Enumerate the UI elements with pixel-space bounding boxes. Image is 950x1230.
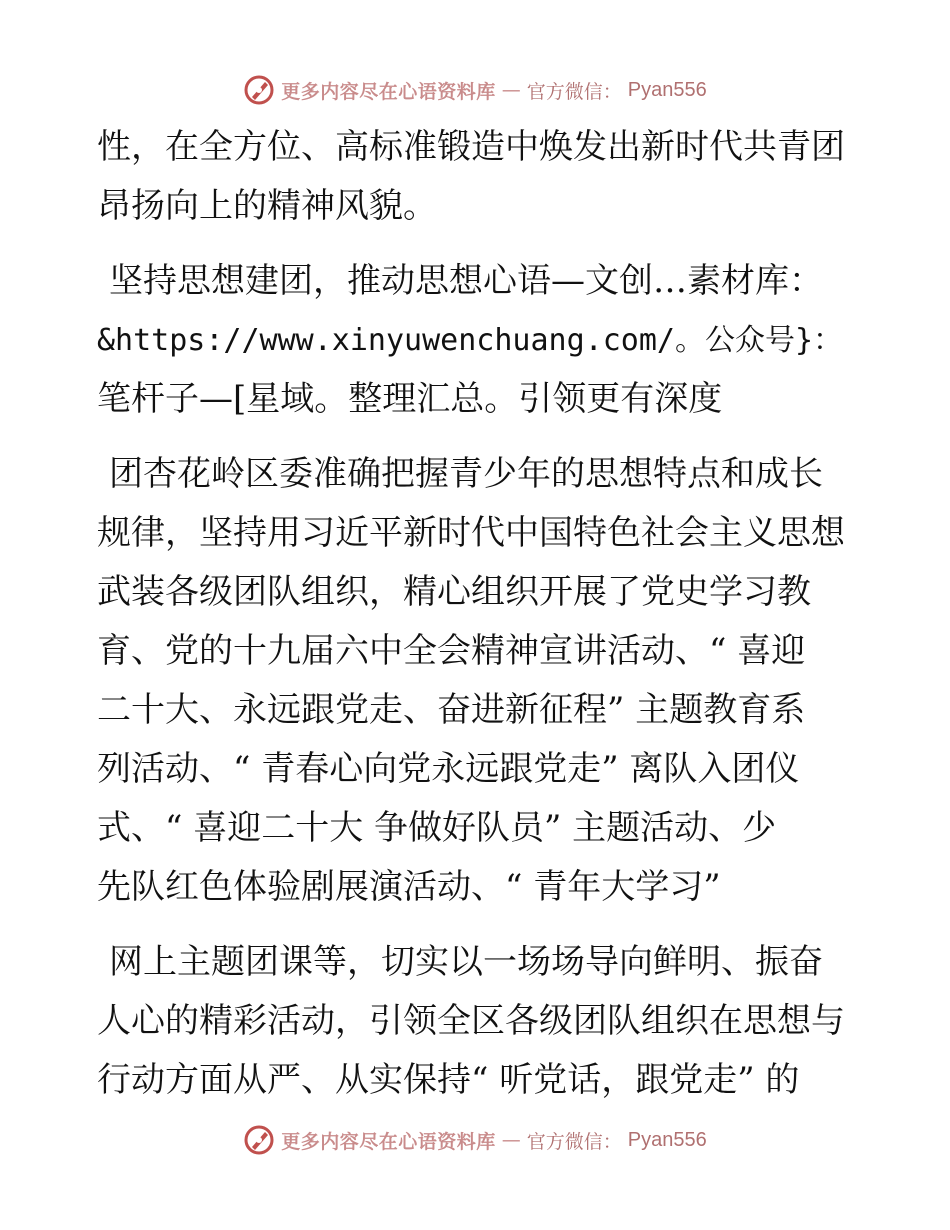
footer-watermark	[0, 1120, 950, 1160]
text-line: 人心的精彩活动，引领全区各级团队组织在思想与	[97, 1001, 845, 1041]
paragraph	[97, 118, 857, 236]
document-body	[97, 118, 857, 1126]
text-line: 规律，坚持用习近平新时代中国特色社会主义思想	[97, 513, 845, 553]
watermark-wechat-id: Pyan556	[627, 1128, 707, 1151]
text-line: 笔杆子—[星域。整理汇总。引领更有深度	[97, 379, 723, 419]
text-line: 行动方面从严、从实保持“ 听党话，跟党走” 的	[97, 1060, 800, 1100]
text-line: 育、党的十九届六中全会精神宣讲活动、“ 喜迎	[97, 631, 806, 671]
paragraph	[97, 933, 857, 1110]
pen-logo-icon	[243, 1124, 275, 1156]
watermark-dash: —	[501, 79, 521, 101]
text-line: 式、“ 喜迎二十大 争做好队员” 主题活动、少	[97, 808, 777, 848]
watermark-wechat-id: Pyan556	[627, 78, 707, 101]
text-line: 先队红色体验剧展演活动、“ 青年大学习”	[97, 867, 721, 907]
text-line: 列活动、“ 青春心向党永远跟党走” 离队入团仪	[97, 749, 800, 789]
pen-logo-icon	[243, 74, 275, 106]
text-line: 网上主题团课等，切实以一场场导向鲜明、振奋	[109, 942, 823, 982]
text-line: 团杏花岭区委准确把握青少年的思想特点和成长	[109, 454, 823, 494]
text-line: 性，在全方位、高标准锻造中焕发出新时代共青团	[97, 127, 845, 167]
watermark-dash: —	[501, 1129, 521, 1151]
text-line: 二十大、永远跟党走、奋进新征程” 主题教育系	[97, 690, 806, 730]
text-line: 坚持思想建团，推动思想心语—文创…素材库：	[109, 261, 823, 301]
text-line: 昂扬向上的精神风貌。	[97, 186, 437, 226]
paragraph	[97, 252, 857, 429]
header-watermark	[0, 70, 950, 110]
watermark-wechat-label: 官方微信：	[526, 1130, 622, 1153]
watermark-text: 更多内容尽在心语资料库	[281, 1130, 496, 1153]
watermark-wechat-label: 官方微信：	[526, 80, 622, 103]
paragraph	[97, 445, 857, 917]
watermark-text: 更多内容尽在心语资料库	[281, 80, 496, 103]
text-line-url: &https://www.xinyuwenchuang.com/。公众号}：	[97, 323, 844, 358]
text-line: 武装各级团队组织，精心组织开展了党史学习教	[97, 572, 811, 612]
